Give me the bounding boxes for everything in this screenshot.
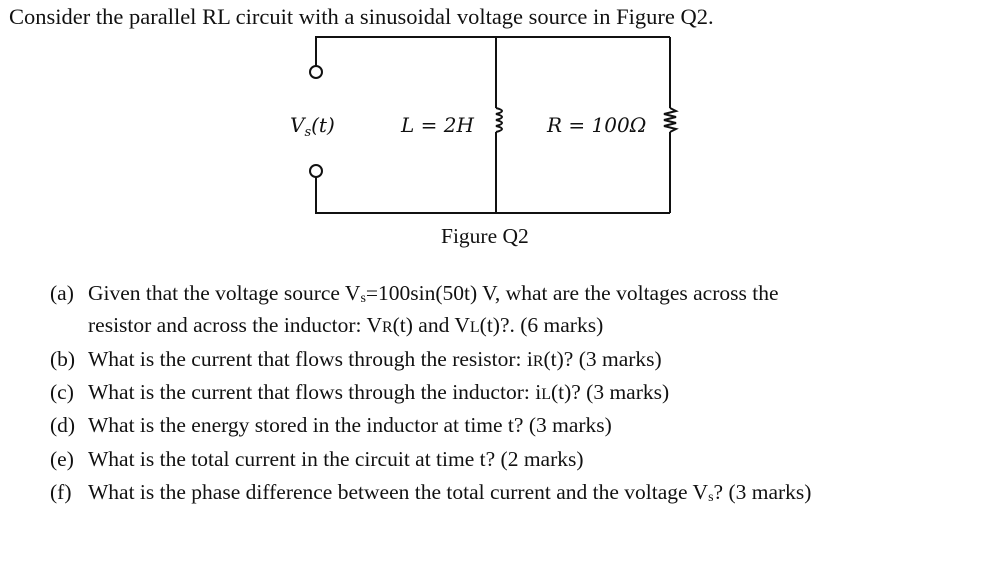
question-c: (c) What is the current that flows through the inductor: iL(t)? (3 marks) — [50, 380, 670, 404]
source-label: $V_s(t)$ — [290, 113, 335, 140]
intro-text: Consider the parallel RL circuit with a sinusoidal voltage source in Figure Q2. — [9, 4, 714, 29]
source-terminal-top — [310, 66, 322, 78]
inductor-coil — [496, 108, 502, 132]
resistor-zigzag — [664, 108, 676, 132]
inductor-label: L = 2H — [401, 113, 474, 137]
question-a-continuation: resistor and across the inductor: VR(t) and VL(t)?. (6 marks) — [88, 313, 604, 337]
question-b: (b) What is the current that flows through the resistor: iR(t)? (3 marks) — [50, 347, 662, 371]
figure-caption: Figure Q2 — [441, 224, 529, 248]
resistor-label: R = 100Ω — [547, 113, 647, 137]
question-a: (a) Given that the voltage source Vs=100sin(50t) V, what are the voltages across the — [50, 281, 779, 306]
question-e: (e) What is the total current in the circuit at time t? (2 marks) — [50, 447, 584, 471]
source-terminal-bottom — [310, 165, 322, 177]
question-d: (d) What is the energy stored in the inductor at time t? (3 marks) — [50, 413, 612, 437]
question-f: (f) What is the phase difference between the total current and the voltage Vs? (3 marks) — [50, 480, 812, 505]
circuit-diagram — [0, 0, 988, 240]
